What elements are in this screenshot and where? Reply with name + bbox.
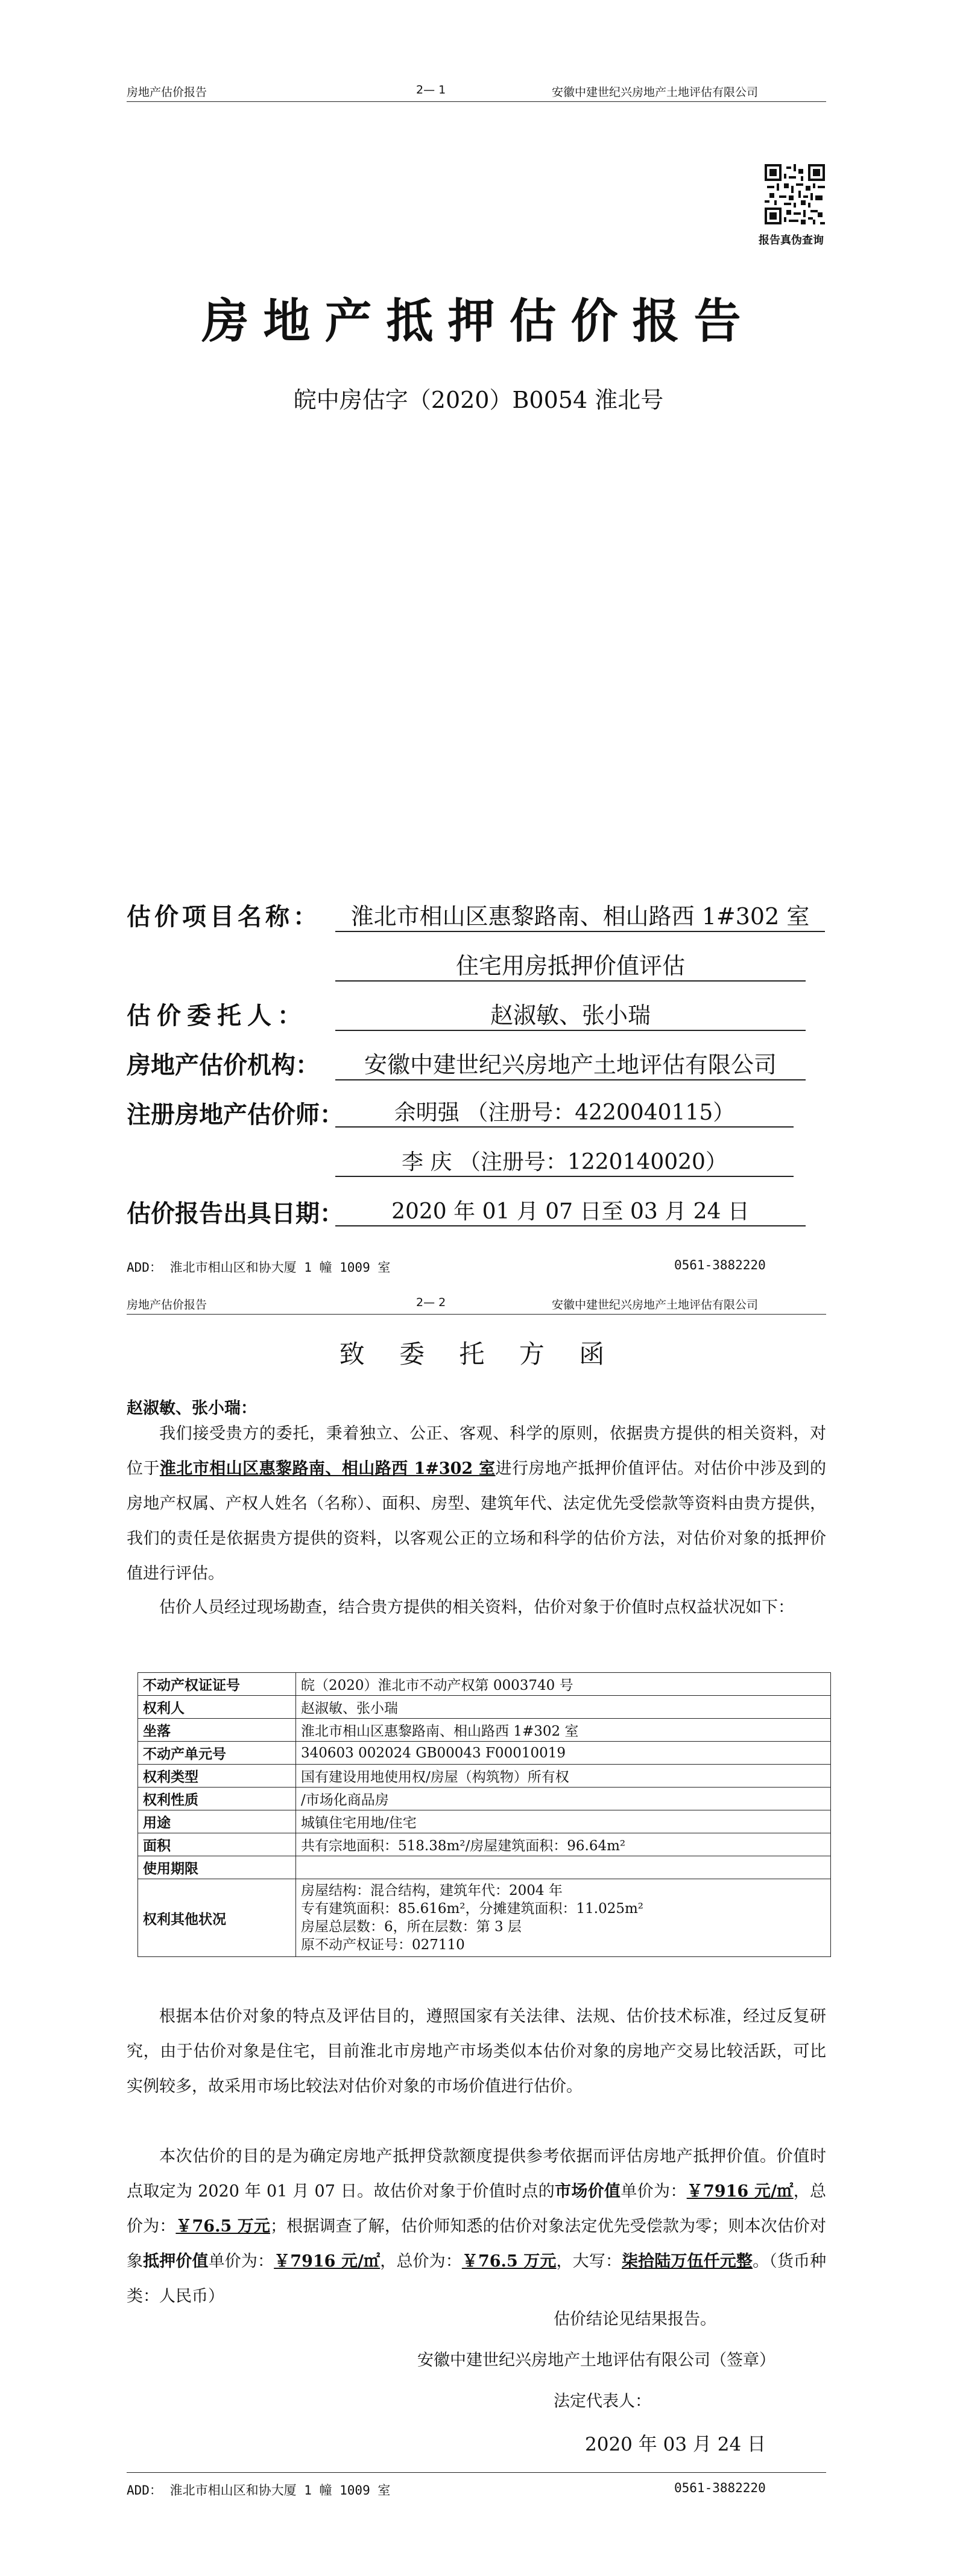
- table-row: [138, 1719, 831, 1742]
- page2-header-rule: [127, 1314, 826, 1315]
- other-status-line: 房屋总层数：6，所在层数：第 3 层: [301, 1919, 522, 1935]
- report-date-value: 2020 年 01 月 07 日至 03 月 24 日: [335, 1194, 806, 1226]
- client-value: 赵淑敏、张小瑞: [335, 997, 806, 1031]
- para4-text-i: ，大写：: [556, 2252, 622, 2271]
- page2-header-page-number: 2— 2: [416, 1296, 446, 1309]
- market-unit-price: ￥7916 元/㎡: [686, 2182, 794, 2201]
- letter-paragraph-1: [127, 1416, 826, 1591]
- table-row: [138, 1879, 831, 1957]
- appraiser-label: 注册房地产估价师：: [127, 1100, 344, 1129]
- page1-footer-phone: 0561-3882220: [674, 1258, 766, 1272]
- letter-salutation: 赵淑敏、张小瑞：: [127, 1399, 257, 1418]
- table-value: 皖（2020）淮北市不动产权第 0003740 号: [296, 1673, 831, 1696]
- page1-header-rule: [127, 101, 826, 102]
- project-name-value-line2: 住宅用房抵押价值评估: [335, 947, 806, 982]
- conclusion-note: 估价结论见结果报告。: [554, 2310, 716, 2329]
- para4-market-value-label: 市场价值: [555, 2182, 621, 2201]
- client-label: 估价委托人：: [127, 1001, 308, 1030]
- table-key: 权利其他状况: [138, 1879, 296, 1957]
- report-title: 房地产抵押估价报告: [201, 294, 756, 349]
- table-value: 淮北市相山区惠黎路南、相山路西 1#302 室: [296, 1719, 831, 1742]
- project-name-label: 估价项目名称：: [127, 903, 321, 931]
- mortgage-unit-price: ￥7916 元/㎡: [274, 2252, 381, 2271]
- appraiser-2: 李 庆 （注册号：1220140020）: [335, 1145, 794, 1177]
- qr-code-icon[interactable]: [765, 164, 825, 224]
- table-value: [296, 1856, 831, 1879]
- other-status-line: 房屋结构：混合结构，建筑年代：2004 年: [301, 1883, 563, 1899]
- para4-text-e: ；根据调查了解，估价师知悉的估价对象法定优先受偿款为零；则本次估价对象: [127, 2217, 827, 2271]
- page1-header-page-number: 2— 1: [416, 83, 446, 97]
- table-row: [138, 1696, 831, 1719]
- table-row: [138, 1856, 831, 1879]
- table-key: 不动产单元号: [138, 1742, 296, 1765]
- table-key: 权利性质: [138, 1788, 296, 1810]
- appraiser-1: 余明强 （注册号：4220040115）: [335, 1096, 794, 1128]
- letter-title: 致 委 托 方 函: [339, 1339, 618, 1369]
- table-key: 用途: [138, 1810, 296, 1833]
- page2-header-left: 房地产估价报告: [127, 1298, 207, 1312]
- letter-paragraph-2: 估价人员经过现场勘查，结合贵方提供的相关资料，估价对象于价值时点权益状况如下：: [159, 1598, 794, 1617]
- price-in-words: 柒拾陆万伍仟元整: [622, 2252, 753, 2271]
- property-rights-table: [137, 1672, 831, 1957]
- para4-text-g: 单价为：: [208, 2252, 274, 2271]
- page2-footer-phone: 0561-3882220: [674, 2481, 766, 2495]
- para1-text-c: 进行房地产抵押价值评估。对估价中涉及到的房地产权属、产权人姓名（名称）、面积、房型、建筑年代、法定优先受偿款等资料由贵方提供，我们的责任是依据贵方提供的资料，以客观公正的立场和科学的估价方法，对估价对象的抵押价值进行评估。: [127, 1459, 827, 1583]
- other-status-line: 专有建筑面积：85.616m²，分摊建筑面积：11.025m²: [301, 1901, 644, 1917]
- page2-footer-address: ADD： 淮北市相山区和协大厦 1 幢 1009 室: [127, 2483, 391, 2498]
- table-row: [138, 1742, 831, 1765]
- letter-paragraph-3: 根据本估价对象的特点及评估目的，遵照国家有关法律、法规、估价技术标准，经过反复研究，由于估价对象是住宅，目前淮北市房地产市场类似本估价对象的房地产交易比较活跃，可比实例较多，故采用市场比较法对估价对象的市场价值进行估价。: [127, 2007, 826, 2096]
- project-name-value-line1: 淮北市相山区惠黎路南、相山路西 1#302 室: [335, 898, 825, 932]
- market-total-price: ￥76.5 万元: [175, 2217, 271, 2236]
- letter-paragraph-4: [127, 2139, 826, 2314]
- para4-text-d: ，总价为：: [127, 2182, 827, 2236]
- para1-text-a: 我们接受贵方的委托，秉着独立、公正、客观、科学的原则，依据贵方提供的相关资料，对位于: [127, 1424, 826, 1478]
- table-key: 权利类型: [138, 1765, 296, 1788]
- table-value-other: [296, 1879, 831, 1957]
- agency-value: 安徽中建世纪兴房地产土地评估有限公司: [335, 1046, 806, 1080]
- qr-caption: 报告真伪查询: [759, 234, 824, 247]
- para4-text-c: 单价为：: [621, 2182, 687, 2201]
- table-row: [138, 1833, 831, 1856]
- table-row: [138, 1765, 831, 1788]
- signature-legal-rep: 法定代表人：: [554, 2392, 651, 2411]
- table-key: 使用期限: [138, 1856, 296, 1879]
- table-value: 城镇住宅用地/住宅: [296, 1810, 831, 1833]
- page1-header-company: 安徽中建世纪兴房地产土地评估有限公司: [552, 86, 759, 99]
- table-value: 340603 002024 GB00043 F00010019: [296, 1742, 831, 1765]
- para4-text-j: 。（货币种类：人民币）: [127, 2252, 827, 2306]
- page2-footer-rule: [127, 2472, 826, 2473]
- para4-text-a: 本次估价的目的是为确定房地产抵押贷款额度提供参考依据而评估房地产抵押价值。价值时点取定为 2020 年 01 月 07 日。故估价对象于价值时点的: [127, 2147, 826, 2201]
- table-value: /市场化商品房: [296, 1788, 831, 1810]
- agency-label: 房地产估价机构：: [127, 1051, 320, 1079]
- signature-company: 安徽中建世纪兴房地产土地评估有限公司（签章）: [417, 2351, 775, 2370]
- table-row: [138, 1810, 831, 1833]
- report-date-label: 估价报告出具日期：: [127, 1199, 344, 1228]
- table-key: 坐落: [138, 1719, 296, 1742]
- table-key: 面积: [138, 1833, 296, 1856]
- table-key: 权利人: [138, 1696, 296, 1719]
- table-row: [138, 1788, 831, 1810]
- page1-footer-address: ADD： 淮北市相山区和协大厦 1 幢 1009 室: [127, 1260, 391, 1275]
- mortgage-total-price: ￥76.5 万元: [461, 2252, 557, 2271]
- page1-header-left: 房地产估价报告: [127, 86, 207, 99]
- table-row: [138, 1673, 831, 1696]
- table-key: 不动产权证证号: [138, 1673, 296, 1696]
- para4-mortgage-value-label: 抵押价值: [143, 2252, 209, 2271]
- table-value: 赵淑敏、张小瑞: [296, 1696, 831, 1719]
- report-doc-number: 皖中房估字（2020）B0054 淮北号: [293, 387, 664, 413]
- table-value: 国有建设用地使用权/房屋（构筑物）所有权: [296, 1765, 831, 1788]
- page2-header-company: 安徽中建世纪兴房地产土地评估有限公司: [552, 1298, 759, 1312]
- other-status-line: 原不动产权证号：027110: [301, 1937, 465, 1953]
- table-value: 共有宗地面积：518.38m²/房屋建筑面积：96.64m²: [296, 1833, 831, 1856]
- para4-text-h: ，总价为：: [380, 2252, 462, 2271]
- signature-date: 2020 年 03 月 24 日: [585, 2434, 766, 2455]
- para1-property-address: 淮北市相山区惠黎路南、相山路西 1#302 室: [159, 1459, 496, 1478]
